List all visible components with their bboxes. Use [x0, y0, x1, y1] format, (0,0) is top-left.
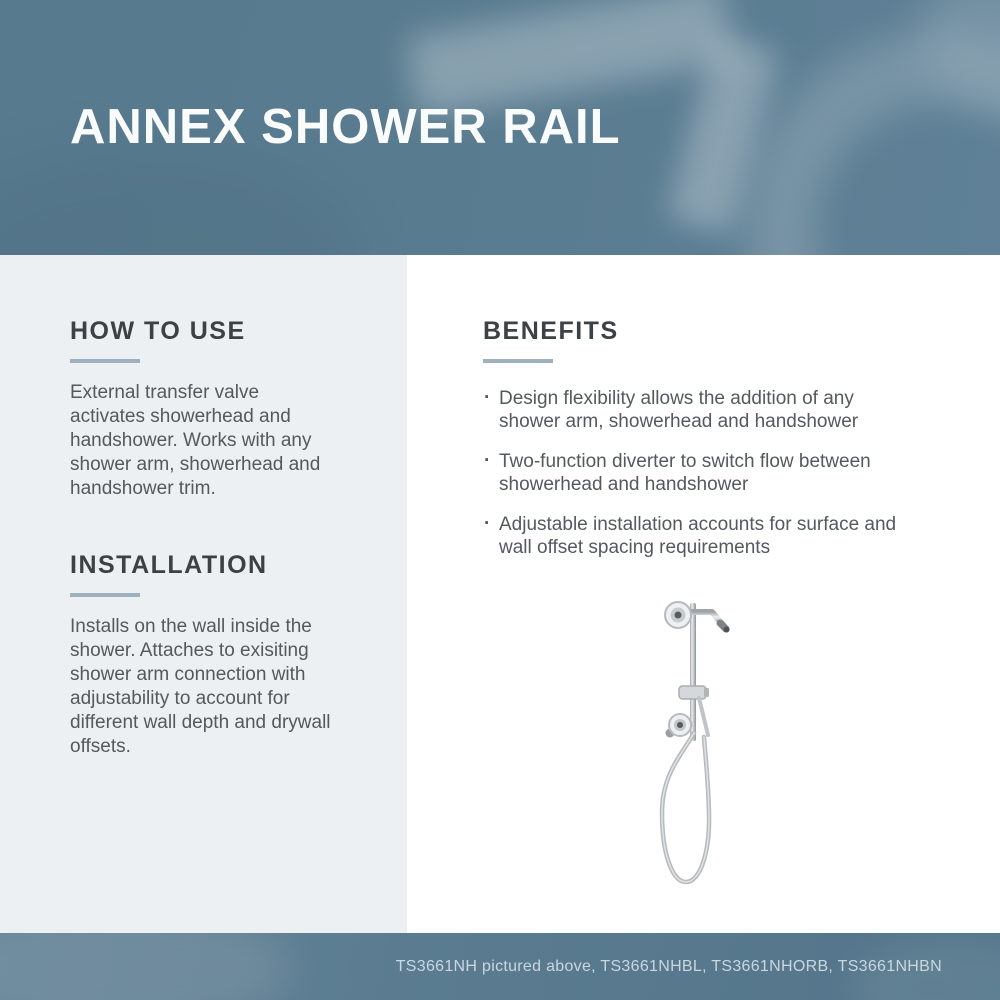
hero-blur-shape [667, 35, 780, 236]
shower-rail-illustration [620, 585, 790, 915]
installation-heading: INSTALLATION [70, 551, 268, 579]
benefit-text: Adjustable installation accounts for surface and wall offset spacing requirements [499, 514, 897, 558]
section-installation [70, 551, 377, 759]
bullet-dot-icon: · [484, 450, 491, 471]
benefit-text: Two-function diverter to switch flow between showerhead and handshower [499, 451, 871, 495]
page-title: ANNEX SHOWER RAIL [70, 100, 621, 154]
section-how-to-use [70, 317, 377, 501]
right-column [407, 255, 1000, 933]
how-to-use-heading: HOW TO USE [70, 317, 246, 345]
left-column [0, 255, 407, 933]
benefit-text: Design flexibility allows the addition of any shower arm, showerhead and handshower [499, 388, 859, 432]
model-numbers-caption: TS3661NH pictured above, TS3661NHBL, TS3661NHORB, TS3661NHBN [395, 958, 942, 975]
benefits-list [483, 387, 903, 559]
hero-blur-ring [745, 30, 1000, 255]
bullet-dot-icon: · [484, 513, 491, 534]
heading-underline [70, 359, 140, 363]
installation-body: Installs on the wall inside the shower. Attaches to exisiting shower arm connection with adjustability to account for different wall depth and drywall offsets. [70, 616, 331, 757]
benefit-item [483, 450, 903, 496]
bullet-dot-icon: · [484, 387, 491, 408]
how-to-use-body: External transfer valve activates showerhead and handshower. Works with any shower arm, showerhead and handshower trim. [70, 382, 321, 499]
heading-underline [70, 593, 140, 597]
benefits-heading: BENEFITS [483, 317, 619, 345]
hero-blur-shadow [0, 150, 360, 255]
heading-underline [483, 359, 553, 363]
main-content [0, 255, 1000, 933]
product-image [620, 585, 790, 915]
benefit-item [483, 387, 903, 433]
hero-blur-shape [920, 0, 1000, 110]
footer-bar [0, 933, 1000, 1000]
benefit-item [483, 513, 903, 559]
hero-banner [0, 0, 1000, 255]
footer-blur-shape [0, 933, 290, 1000]
